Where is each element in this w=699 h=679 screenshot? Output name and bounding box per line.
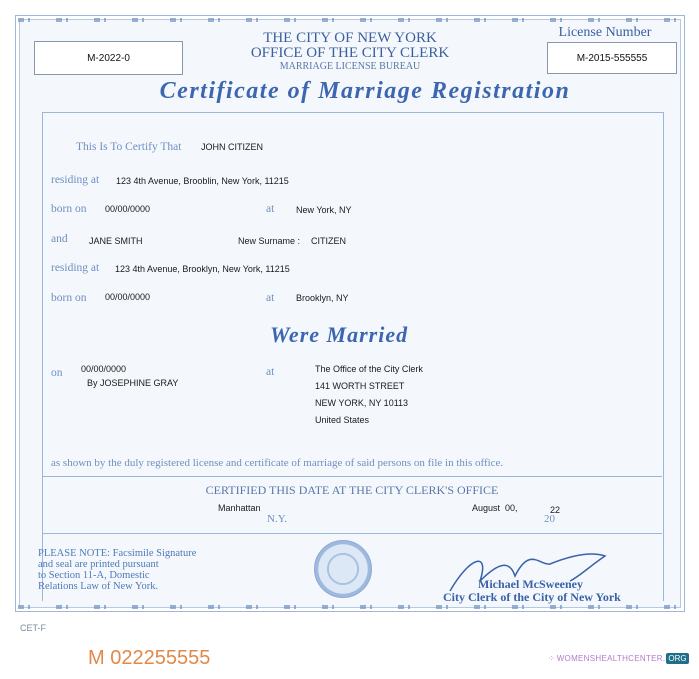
reference-number-box: M-2022-0 xyxy=(34,41,183,75)
certified-date: August 00, xyxy=(472,503,518,513)
watermark-text: WOMENSHEALTHCENTER. xyxy=(556,654,666,663)
venue-line: The Office of the City Clerk xyxy=(315,364,423,374)
registration-statement: as shown by the duly registered license and certificate of marriage of said persons on file in this office. xyxy=(51,457,504,469)
ceremony-on-label: on xyxy=(51,367,63,379)
dots-icon: ⁘ xyxy=(548,654,555,663)
bride-name: JANE SMITH xyxy=(89,236,143,246)
certified-year-prefix: 20 xyxy=(544,513,555,525)
new-surname: CITIZEN xyxy=(311,236,346,246)
were-married-heading: Were Married xyxy=(270,322,409,347)
serial-number: M 022255555 xyxy=(88,647,211,669)
certificate-title: Certificate of Marriage Registration xyxy=(159,78,571,104)
note-line: to Section 11-A, Domestic xyxy=(38,570,150,581)
facsimile-note xyxy=(38,548,196,592)
watermark-badge: ORG xyxy=(668,654,687,663)
groom-name: JOHN CITIZEN xyxy=(201,142,263,152)
clerk-name: Michael McSweeney xyxy=(478,577,583,591)
venue-line: 141 WORTH STREET xyxy=(315,381,405,391)
groom-born-label: born on xyxy=(51,203,87,215)
ceremony-venue xyxy=(315,361,423,429)
clerk-title: City Clerk of the City of New York xyxy=(443,590,621,604)
watermark-logo xyxy=(548,653,689,664)
form-code: CET-F xyxy=(20,623,46,633)
groom-residing-label: residing at xyxy=(51,174,100,186)
bride-address: 123 4th Avenue, Brooklyn, New York, 11215 xyxy=(115,264,290,274)
ceremony-date: 00/00/0000 xyxy=(81,364,127,374)
issuer-header xyxy=(230,31,470,72)
certified-heading: CERTIFIED THIS DATE AT THE CITY CLERK'S OFFICE xyxy=(205,483,499,497)
and-label: and xyxy=(51,233,68,245)
bride-dob: 00/00/0000 xyxy=(105,292,151,302)
certified-state: N.Y. xyxy=(267,513,287,525)
license-number-box: M-2015-555555 xyxy=(547,42,677,74)
city-name: THE CITY OF NEW YORK xyxy=(263,30,437,46)
venue-line: United States xyxy=(315,415,370,425)
bride-born-label: born on xyxy=(51,292,87,304)
groom-at-label: at xyxy=(266,203,275,215)
venue-line: NEW YORK, NY 10113 xyxy=(315,398,409,408)
office-name: OFFICE OF THE CITY CLERK xyxy=(250,45,450,61)
city-seal-icon xyxy=(314,540,372,598)
new-surname-label: New Surname : xyxy=(238,236,301,246)
groom-birthplace: New York, NY xyxy=(296,205,352,215)
license-number-label: License Number xyxy=(558,25,652,40)
note-line: and seal are printed pursuant xyxy=(38,559,159,570)
groom-address: 123 4th Avenue, Brooblin, New York, 11215 xyxy=(116,176,289,186)
bride-at-label: at xyxy=(266,292,275,304)
note-line: PLEASE NOTE: Facsimile Signature xyxy=(38,548,197,559)
bureau-name: MARRIAGE LICENSE BUREAU xyxy=(279,61,421,72)
certified-year-suffix: 22 xyxy=(550,505,561,515)
groom-dob: 00/00/0000 xyxy=(105,204,151,214)
bride-birthplace: Brooklyn, NY xyxy=(296,293,349,303)
certified-borough: Manhattan xyxy=(218,503,261,513)
ceremony-at-label: at xyxy=(266,366,275,378)
bride-residing-label: residing at xyxy=(51,262,100,274)
certify-label: This Is To Certify That xyxy=(76,141,182,153)
note-line: Relations Law of New York. xyxy=(38,581,159,592)
officiant: By JOSEPHINE GRAY xyxy=(87,378,179,388)
